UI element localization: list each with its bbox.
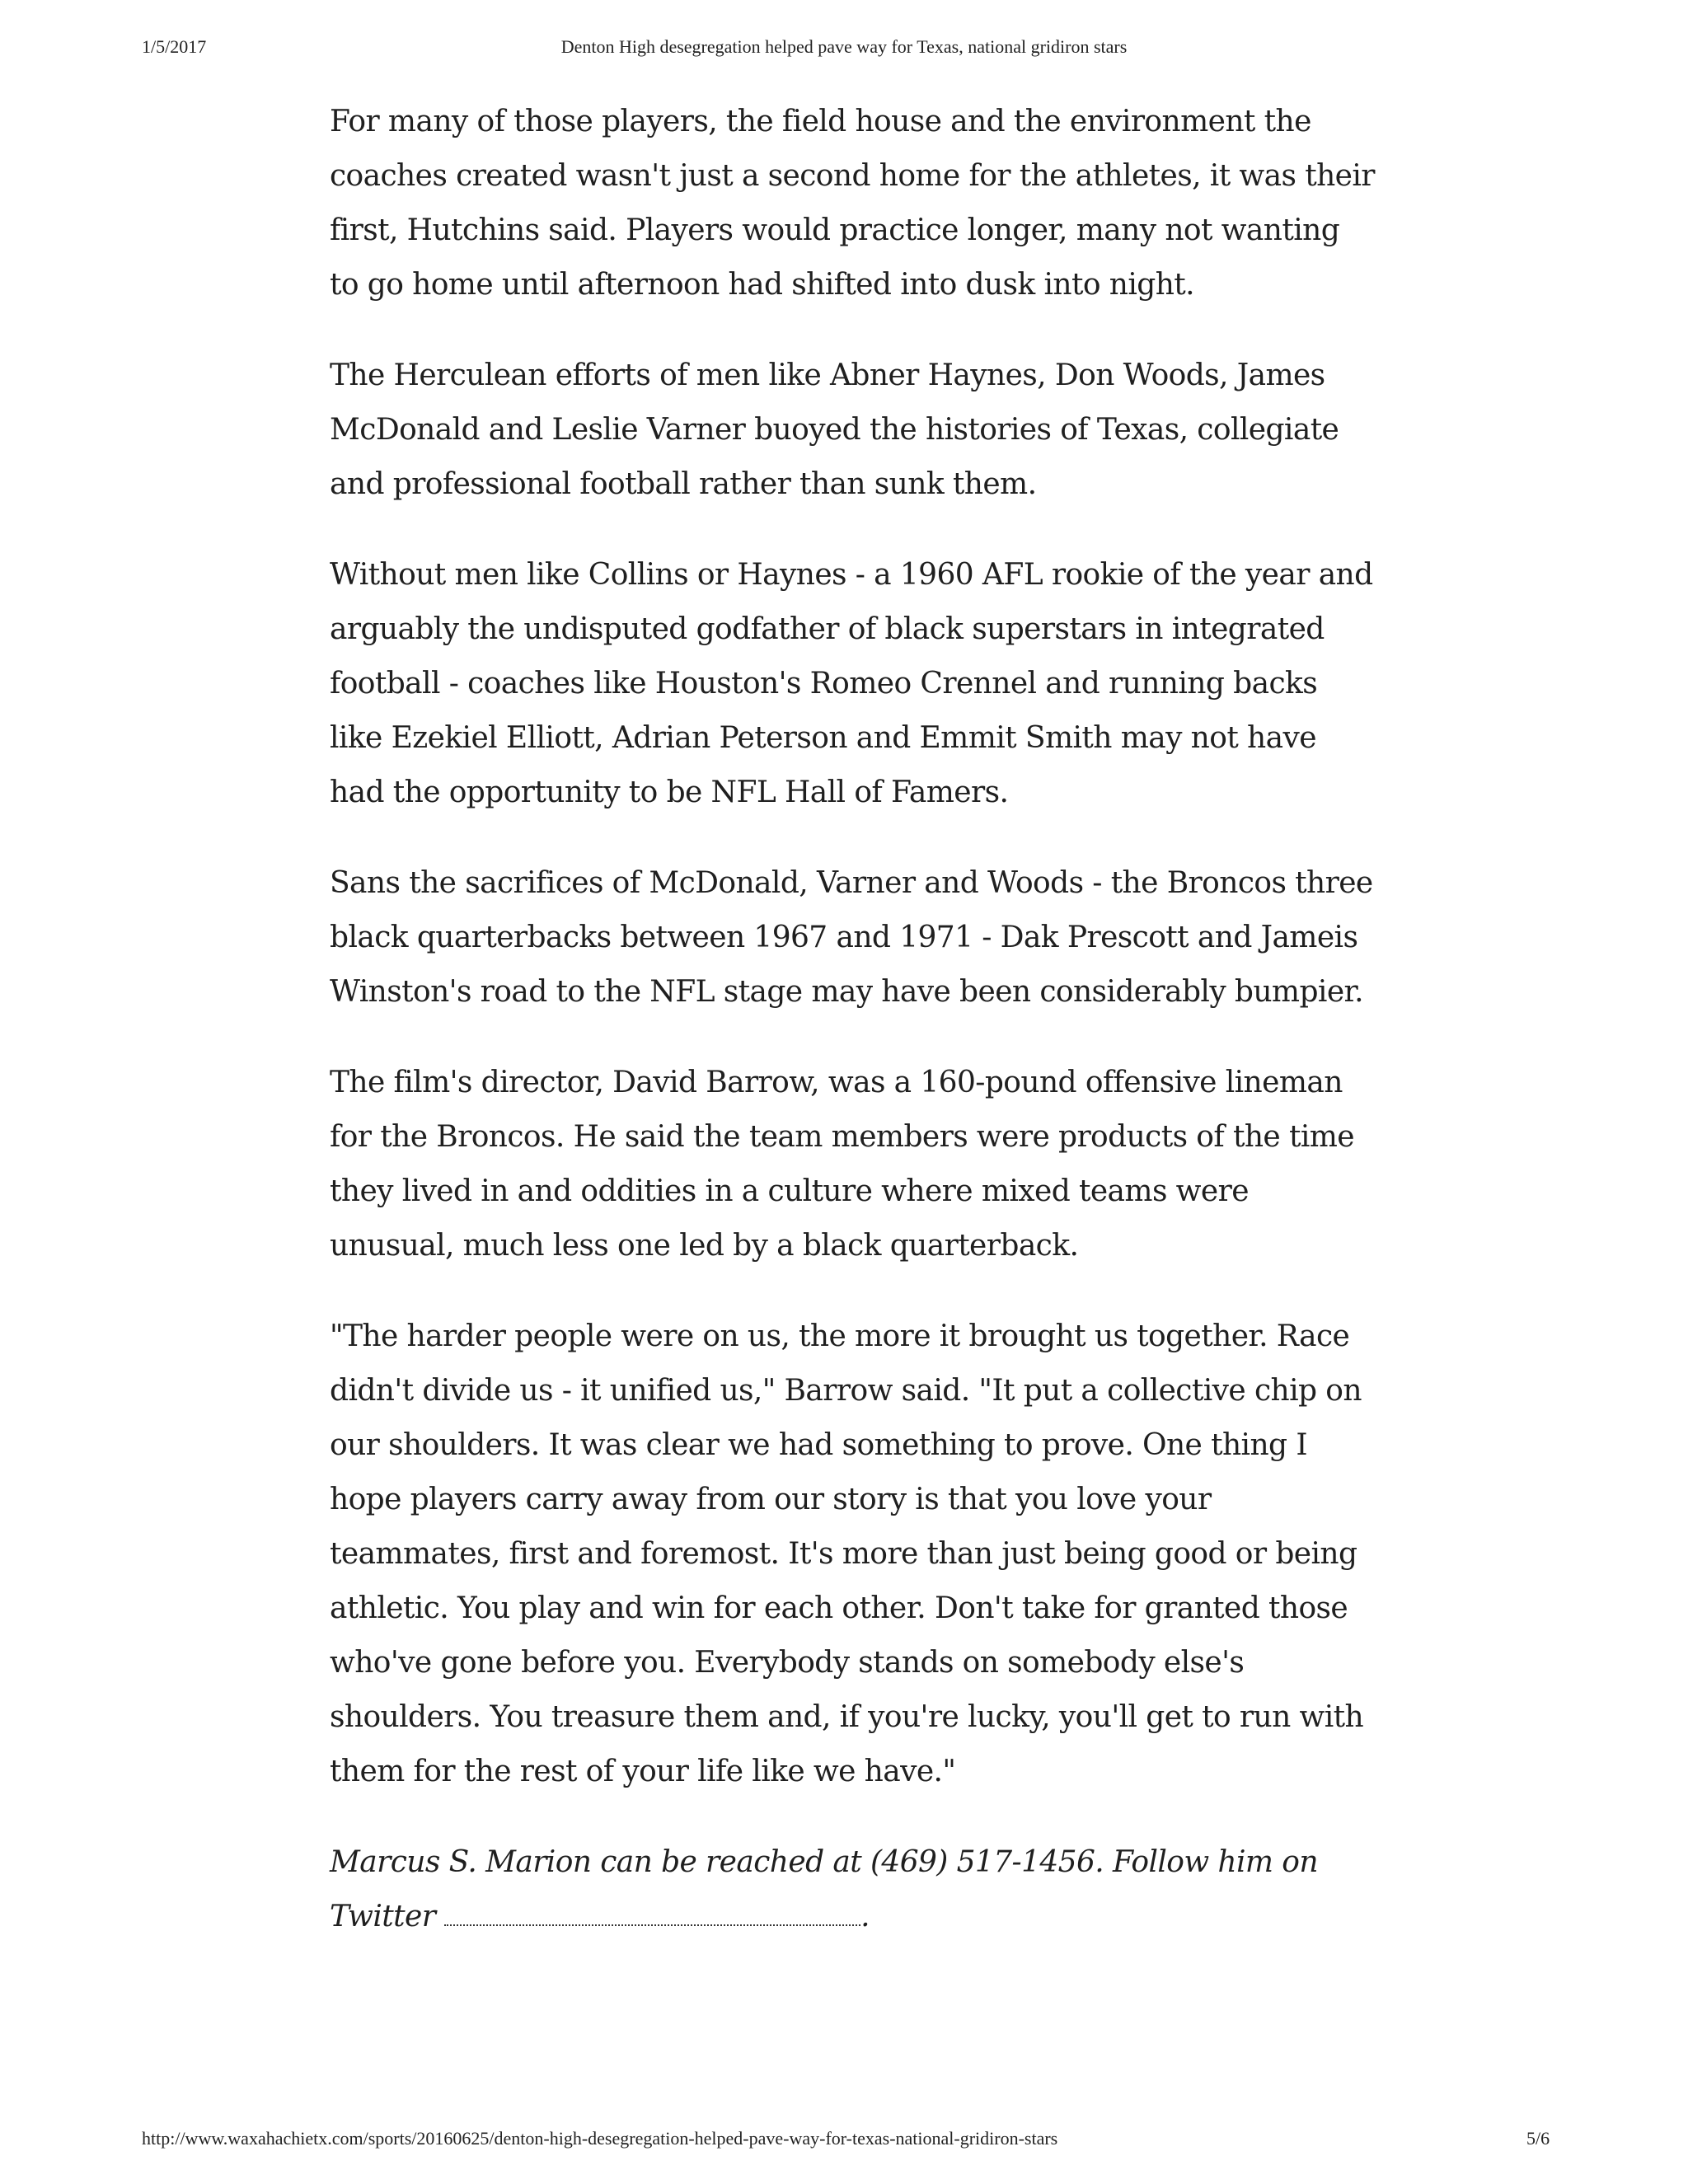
article-paragraph: Sans the sacrifices of McDonald, Varner and Woods - the Broncos three black quarterbacks between 1967 and 1971 - Dak Prescott and Jameis Winston's road to the NFL stage may have been considerably bumpier. — [330, 866, 1373, 1009]
article-paragraph: The film's director, David Barrow, was a 160-pound offensive lineman for the Broncos. He said the team members were products of the time they lived in and oddities in a culture where mixed teams were unusual, much less one led by a black quarterback. — [330, 1066, 1354, 1263]
page-number: 5/6 — [1526, 2128, 1550, 2149]
article-paragraph: For many of those players, the field house and the environment the coaches created wasn't just a second home for the athletes, it was their first, Hutchins said. Players would practice longer, many not wanting to go home until afternoon had shifted into dusk into night. — [330, 105, 1375, 302]
article-paragraph: "The harder people were on us, the more it brought us together. Race didn't divide us - it unified us," Barrow said. "It put a collective chip on our shoulders. It was clear we had something to prove. One thing I hope players carry away from our story is that you love your teammates, first and foremost. It's more than just being good or being athletic. You play and win for each other. Don't take for granted those who've gone before you. Everybody stands on somebody else's shoulders. You treasure them and, if you're lucky, you'll get to run with them for the rest of your life like we have." — [330, 1319, 1364, 1788]
print-header — [0, 36, 1688, 69]
article-body — [330, 95, 1376, 1980]
page-url: http://www.waxahachietx.com/sports/20160625/denton-high-desegregation-helped-pave-way-for-texas-national-gridiron-stars — [142, 2128, 1058, 2149]
author-byline — [330, 1835, 1376, 1944]
byline-end: . — [860, 1900, 870, 1933]
byline-text: Marcus S. Marion can be reached at (469) 517-1456. Follow him on Twitter — [330, 1845, 1318, 1933]
print-date: 1/5/2017 — [142, 36, 207, 57]
document-title: Denton High desegregation helped pave way for Texas, national gridiron stars — [560, 36, 1128, 57]
article-paragraph: Without men like Collins or Haynes - a 1960 AFL rookie of the year and arguably the undisputed godfather of black superstars in integrated football - coaches like Houston's Romeo Crennel and running backs like Ezekiel Elliott, Adrian Peterson and Emmit Smith may not have had the opportunity to be NFL Hall of Famers. — [330, 558, 1373, 809]
twitter-handle-link[interactable] — [444, 1895, 860, 1926]
article-paragraph: The Herculean efforts of men like Abner Haynes, Don Woods, James McDonald and Leslie Varner buoyed the histories of Texas, collegiate and professional football rather than sunk them. — [330, 359, 1339, 501]
